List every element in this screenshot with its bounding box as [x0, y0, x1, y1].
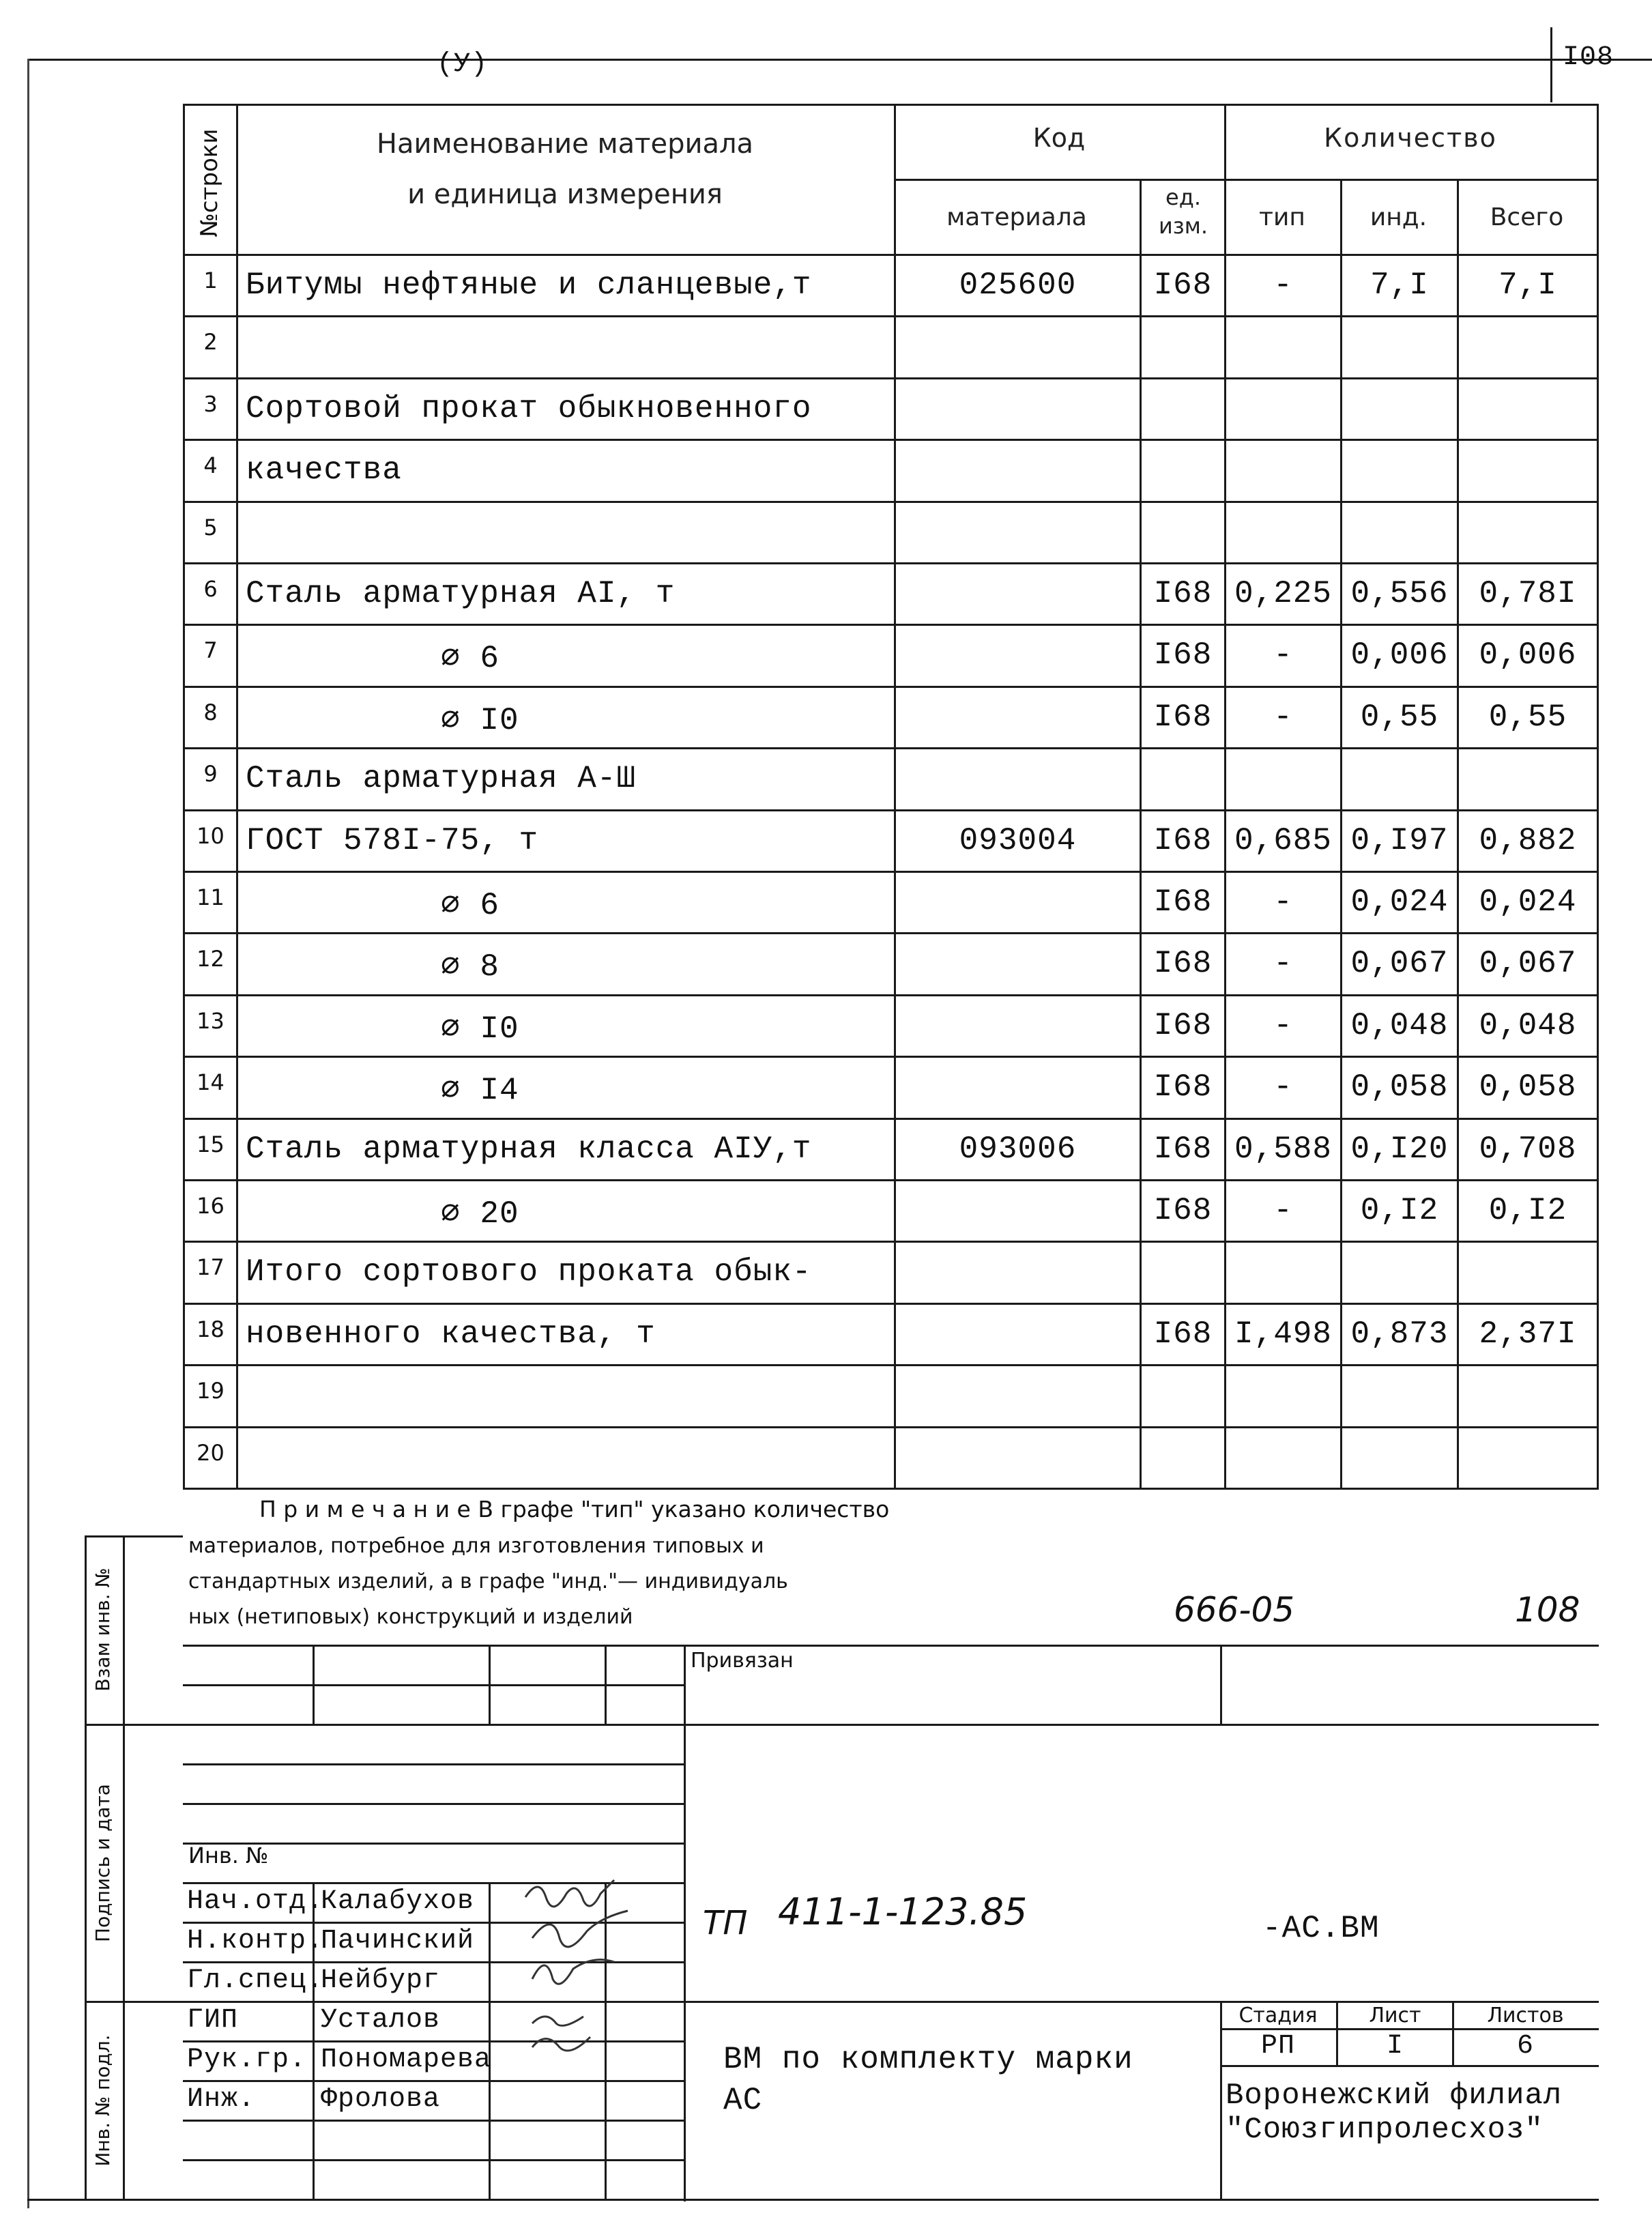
row-number: 2 [203, 329, 218, 355]
header-qty-ind: инд. [1370, 203, 1428, 231]
note-line4: ных (нетиповых) конструкций и изделий [188, 1605, 633, 1629]
col-line-qty [1224, 104, 1226, 1489]
qty-total: 0,882 [1479, 823, 1577, 858]
table-top-border [183, 104, 1599, 106]
signer-role: ГИП [187, 2005, 239, 2036]
qty-typ: - [1273, 637, 1293, 673]
material-name: новенного качества, т [246, 1316, 656, 1352]
stamp-vline [313, 1645, 315, 1724]
qty-ind: 0,006 [1350, 637, 1449, 673]
qty-total: 0,55 [1488, 699, 1567, 735]
material-name: ∅ I0 [246, 703, 519, 738]
qty-typ: 0,588 [1234, 1131, 1333, 1167]
top-mark: (У) [437, 49, 489, 80]
row-divider [183, 1241, 1599, 1243]
header-code: Код [1032, 123, 1086, 153]
note-line3: стандартных изделий, а в графе "инд."— индивидуаль [188, 1570, 788, 1593]
stamp-vline [684, 1645, 686, 2201]
material-name: Сталь арматурная класса АIУ,т [246, 1131, 812, 1167]
row-number: 5 [203, 515, 218, 540]
stamp-vline [1220, 1645, 1222, 1724]
tp-suffix: -АС.ВМ [1262, 1911, 1380, 1946]
header-code-material: материала [946, 203, 1087, 231]
side-strip-left [85, 1535, 87, 2199]
stamp-line [183, 1684, 684, 1686]
row-divider [183, 1364, 1599, 1366]
material-name: Сортовой прокат обыкновенного [246, 391, 812, 427]
table-header-bottom [183, 254, 1599, 256]
stamp-line [183, 2080, 684, 2082]
row-divider [183, 1179, 1599, 1181]
row-divider [183, 932, 1599, 934]
row-number: 17 [197, 1254, 224, 1280]
header-code-unit: ед. изм. [1158, 184, 1208, 239]
qty-total: 0,058 [1479, 1069, 1577, 1105]
qty-ind: 0,556 [1350, 576, 1449, 611]
row-divider [183, 994, 1599, 996]
side-strip-line [85, 2001, 183, 2003]
signer-name: Нейбург [321, 1965, 441, 1996]
row-divider [183, 1118, 1599, 1120]
table-right-border [1597, 104, 1599, 1489]
signer-role: Инж. [187, 2084, 256, 2115]
qty-ind: 7,I [1370, 268, 1429, 303]
stamp-line [183, 2159, 684, 2161]
row-number: 16 [197, 1193, 224, 1219]
row-number: 4 [203, 452, 218, 478]
row-number: 11 [197, 884, 224, 910]
row-number: 20 [197, 1440, 224, 1466]
row-number: 19 [197, 1378, 224, 1404]
sheet-header: Лист [1369, 2004, 1421, 2027]
qty-typ: - [1273, 946, 1293, 981]
table-left-border [183, 104, 185, 1489]
header-name-line2: и единица измерения [407, 179, 723, 210]
page-number: I08 [1563, 42, 1614, 73]
row-number: 7 [203, 637, 218, 663]
note-line2: материалов, потребное для изготовления типовых и [188, 1534, 764, 1558]
signer-role: Н.контр. [187, 1926, 324, 1956]
stamp-line [183, 2001, 1599, 2003]
header-row-number: №строки [196, 128, 223, 237]
stamp-bottom-line [27, 2199, 1599, 2201]
unit-code: I68 [1153, 946, 1213, 981]
qty-total: 0,I2 [1488, 1193, 1567, 1228]
sheet-value: I [1386, 2031, 1404, 2062]
sheets-header: Листов [1487, 2004, 1564, 2027]
row-divider [183, 562, 1599, 564]
material-name: ∅ 6 [246, 888, 499, 923]
qty-typ: 0,685 [1234, 823, 1333, 858]
stamp-line [1220, 2028, 1599, 2030]
material-name: ∅ 20 [246, 1196, 519, 1232]
stamp-line [1220, 2065, 1599, 2067]
document-code: 666-05 [1174, 1590, 1295, 1630]
stamp-line [183, 1724, 1599, 1726]
material-code: 093006 [959, 1131, 1077, 1167]
side-label-vzam: Взам инв. № [91, 1568, 114, 1692]
material-name: Сталь арматурная А-Ш [246, 761, 637, 796]
page-number-box-line [1550, 27, 1552, 102]
signer-name: Пачинский [321, 1926, 475, 1956]
qty-typ: - [1273, 1193, 1293, 1228]
stage-header: Стадия [1238, 2004, 1318, 2027]
row-divider [183, 1488, 1599, 1490]
qty-typ: - [1273, 1008, 1293, 1043]
sheets-value: 6 [1516, 2031, 1534, 2062]
material-code: 093004 [959, 823, 1077, 858]
document-title-line2: АС [723, 2083, 763, 2118]
signer-role: Нач.отд. [187, 1886, 324, 1917]
row-number: 10 [197, 823, 224, 849]
side-strip-line [85, 1724, 183, 1726]
unit-code: I68 [1153, 576, 1213, 611]
frame-top-line [27, 59, 1652, 61]
qty-ind: 0,067 [1350, 946, 1449, 981]
material-name: ∅ I0 [246, 1011, 519, 1047]
unit-code: I68 [1153, 637, 1213, 673]
material-name: Сталь арматурная АI, т [246, 576, 676, 611]
row-divider [183, 809, 1599, 811]
qty-typ: - [1273, 1069, 1293, 1105]
qty-ind: 0,I97 [1350, 823, 1449, 858]
tp-prefix: ТП [703, 1904, 748, 1942]
qty-ind: 0,55 [1360, 699, 1439, 735]
col-line-code [894, 104, 896, 1489]
organization-line1: Воронежский филиал [1226, 2079, 1563, 2113]
unit-code: I68 [1153, 1193, 1213, 1228]
row-number: 8 [203, 699, 218, 725]
col-line-rowno [236, 104, 238, 1489]
row-number: 1 [203, 268, 218, 293]
header-name-line1: Наименование материала [376, 128, 754, 160]
side-label-podpis: Подпись и дата [91, 1784, 114, 1942]
side-strip-right [123, 1535, 125, 2199]
qty-ind: 0,I20 [1350, 1131, 1449, 1167]
document-title-line1: ВМ по комплекту марки [723, 2042, 1133, 2077]
material-code: 025600 [959, 268, 1077, 303]
unit-code: I68 [1153, 1316, 1213, 1352]
stamp-vline [489, 1882, 491, 2199]
stamp-line [183, 1763, 684, 1765]
qty-ind: 0,058 [1350, 1069, 1449, 1105]
qty-total: 0,708 [1479, 1131, 1577, 1167]
frame-left-line [27, 59, 29, 2208]
row-number: 14 [197, 1069, 224, 1095]
side-label-inv-podl: Инв. № подл. [91, 2034, 114, 2167]
row-divider [183, 1426, 1599, 1428]
stamp-line [183, 1803, 684, 1805]
qty-total: 0,024 [1479, 884, 1577, 920]
qty-total: 7,I [1498, 268, 1557, 303]
qty-typ: 0,225 [1234, 576, 1333, 611]
signature-drawing [519, 1870, 682, 2068]
qty-total: 2,37I [1479, 1316, 1577, 1352]
stamp-line [183, 2120, 684, 2122]
stamp-vline [489, 1645, 491, 1724]
unit-code: I68 [1153, 1069, 1213, 1105]
header-qty-total: Всего [1490, 203, 1564, 231]
inventory-number-label: Инв. № [188, 1843, 269, 1868]
signer-name: Калабухов [321, 1886, 475, 1917]
tp-number: 411-1-123.85 [778, 1890, 1028, 1933]
qty-typ: - [1273, 699, 1293, 735]
signer-name: Усталов [321, 2005, 441, 2036]
row-divider [183, 747, 1599, 749]
qty-total: 0,048 [1479, 1008, 1577, 1043]
unit-code: I68 [1153, 699, 1213, 735]
material-name: ∅ 8 [246, 949, 499, 985]
unit-code: I68 [1153, 1008, 1213, 1043]
stamp-vline [605, 1645, 607, 1724]
qty-total: 0,006 [1479, 637, 1577, 673]
row-divider [183, 686, 1599, 688]
qty-total: 0,78I [1479, 576, 1577, 611]
header-qty-typ: тип [1259, 203, 1305, 231]
row-number: 12 [197, 946, 224, 972]
unit-code: I68 [1153, 268, 1213, 303]
row-number: 9 [203, 761, 218, 787]
qty-typ: - [1273, 268, 1293, 303]
row-divider [183, 315, 1599, 317]
material-name: качества [246, 452, 402, 488]
qty-typ: I,498 [1234, 1316, 1333, 1352]
page-number-handwritten: 108 [1515, 1590, 1580, 1630]
signer-name: Пономарева [321, 2045, 492, 2075]
material-name: ∅ 6 [246, 641, 499, 676]
unit-code: I68 [1153, 823, 1213, 858]
qty-ind: 0,024 [1350, 884, 1449, 920]
qty-total: 0,067 [1479, 946, 1577, 981]
row-divider [183, 624, 1599, 626]
material-name: ГОСТ 578I-75, т [246, 823, 539, 858]
row-divider [183, 377, 1599, 379]
qty-typ: - [1273, 884, 1293, 920]
row-divider [183, 1303, 1599, 1305]
row-divider [183, 871, 1599, 873]
side-strip-line [85, 1535, 183, 1537]
row-number: 3 [203, 391, 218, 417]
material-name: Итого сортового проката обык- [246, 1254, 812, 1290]
table-subheader-line [894, 179, 1599, 181]
signer-role: Гл.спец. [187, 1965, 324, 1996]
stamp-line [183, 1645, 1599, 1647]
row-number: 15 [197, 1131, 224, 1157]
note-line1: П р и м е ч а н и е В графе "тип" указано количество [259, 1496, 890, 1522]
signer-role: Рук.гр. [187, 2045, 307, 2075]
header-quantity: Количество [1324, 123, 1497, 153]
qty-ind: 0,048 [1350, 1008, 1449, 1043]
row-number: 13 [197, 1008, 224, 1034]
material-name: Битумы нефтяные и сланцевые,т [246, 268, 812, 303]
row-divider [183, 501, 1599, 503]
row-number: 18 [197, 1316, 224, 1342]
qty-ind: 0,I2 [1360, 1193, 1439, 1228]
unit-code: I68 [1153, 884, 1213, 920]
material-name: ∅ I4 [246, 1073, 519, 1108]
qty-ind: 0,873 [1350, 1316, 1449, 1352]
signer-name: Фролова [321, 2084, 441, 2115]
organization-line2: "Союзгипролесхоз" [1226, 2113, 1544, 2147]
privyazan-label: Привязан [691, 1649, 794, 1673]
row-divider [183, 439, 1599, 441]
stage-value: РП [1260, 2031, 1295, 2062]
unit-code: I68 [1153, 1131, 1213, 1167]
row-number: 6 [203, 576, 218, 602]
row-divider [183, 1056, 1599, 1058]
